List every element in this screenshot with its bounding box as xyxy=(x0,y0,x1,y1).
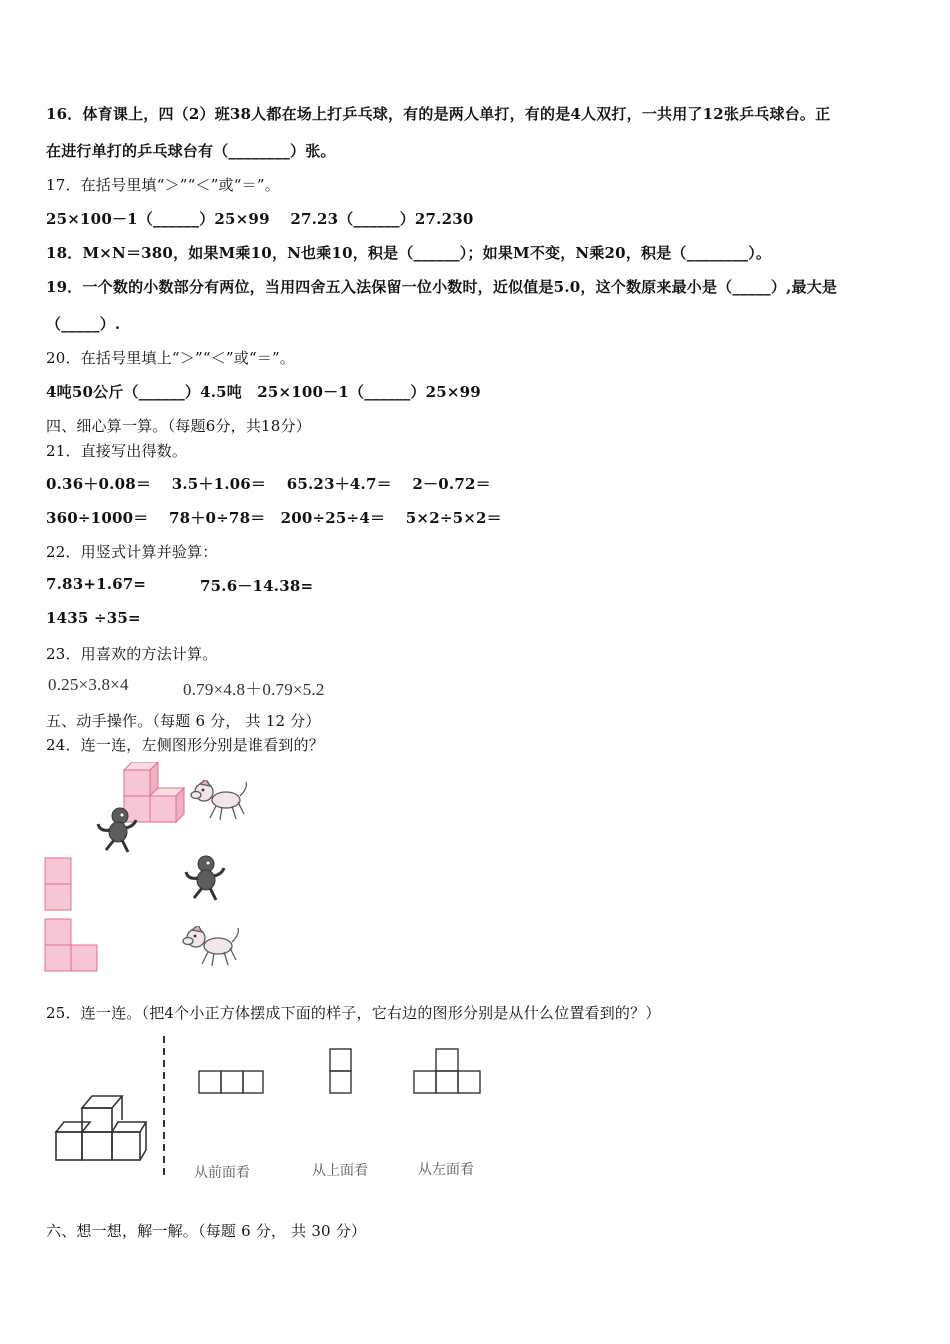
dog-icon xyxy=(190,780,250,824)
q25-title: 25．连一连。（把4个小正方体摆成下面的样子，它右边的图形分别是从什么位置看到的？） xyxy=(46,1004,661,1022)
q17-line: 25×100－1（______）25×99 27.23（______）27.230 xyxy=(46,210,474,228)
q23-expr1: 0.25×3.8×4 xyxy=(48,675,129,694)
dashed-divider xyxy=(160,1036,168,1180)
q21-row1: 0.36＋0.08＝ 3.5＋1.06＝ 65.23＋4.7＝ 2－0.72＝ xyxy=(46,475,491,493)
dog-icon xyxy=(182,926,242,970)
block-stack-figure xyxy=(52,1090,152,1166)
caption-top: 从上面看 xyxy=(312,1163,368,1179)
q20-title: 20．在括号里填上“＞”“＜”或“＝”。 xyxy=(46,349,296,367)
q21-row2: 360÷1000＝ 78＋0÷78＝ 200÷25÷4＝ 5×2÷5×2＝ xyxy=(46,509,502,527)
view-two-stacked-squares xyxy=(44,857,76,913)
monkey-icon xyxy=(94,806,138,854)
q16-line1: 16．体育课上，四（2）班38人都在场上打乒乓球，有的是两人单打，有的是4人双打，一共用了12张乒乓球台。正 xyxy=(46,105,831,123)
q19-line2: （_____）. xyxy=(46,315,121,333)
left-view-figure xyxy=(412,1046,484,1096)
top-view-figure xyxy=(327,1046,355,1096)
q23-title: 23．用喜欢的方法计算。 xyxy=(46,645,218,663)
q16-line2: 在进行单打的乒乓球台有（________）张。 xyxy=(46,142,336,160)
monkey-icon xyxy=(182,854,226,902)
q17-title: 17．在括号里填“＞”“＜”或“＝”。 xyxy=(46,176,280,194)
q22-title: 22．用竖式计算并验算： xyxy=(46,543,218,561)
front-view-figure xyxy=(197,1068,267,1096)
view-l-shape xyxy=(44,918,102,974)
q20-line: 4吨50公斤（______）4.5吨 25×100－1（______）25×99 xyxy=(46,383,481,401)
q22-expr3: 1435 ÷35= xyxy=(46,609,141,627)
q18-line: 18．M×N＝380，如果M乘10，N也乘10，积是（______）；如果M不变，N乘20，积是（________）。 xyxy=(46,244,772,262)
q22-expr2: 75.6－14.38= xyxy=(200,577,314,595)
caption-left: 从左面看 xyxy=(418,1162,474,1178)
q24-title: 24．连一连，左侧图形分别是谁看到的？ xyxy=(46,736,324,754)
q22-expr1: 7.83+1.67= xyxy=(46,575,147,593)
q23-expr2: 0.79×4.8＋0.79×5.2 xyxy=(183,680,325,699)
section5-title: 五、动手操作。（每题 6 分， 共 12 分） xyxy=(46,712,321,730)
q21-title: 21．直接写出得数。 xyxy=(46,442,188,460)
section4-title: 四、细心算一算。（每题6分，共18分） xyxy=(46,417,311,435)
section6-title: 六、想一想，解一解。（每题 6 分， 共 30 分） xyxy=(46,1222,367,1240)
caption-front: 从前面看 xyxy=(194,1165,250,1181)
q19-line1: 19．一个数的小数部分有两位，当用四舍五入法保留一位小数时，近似值是5.0，这个数原来最小是（_____）,最大是 xyxy=(46,278,838,296)
